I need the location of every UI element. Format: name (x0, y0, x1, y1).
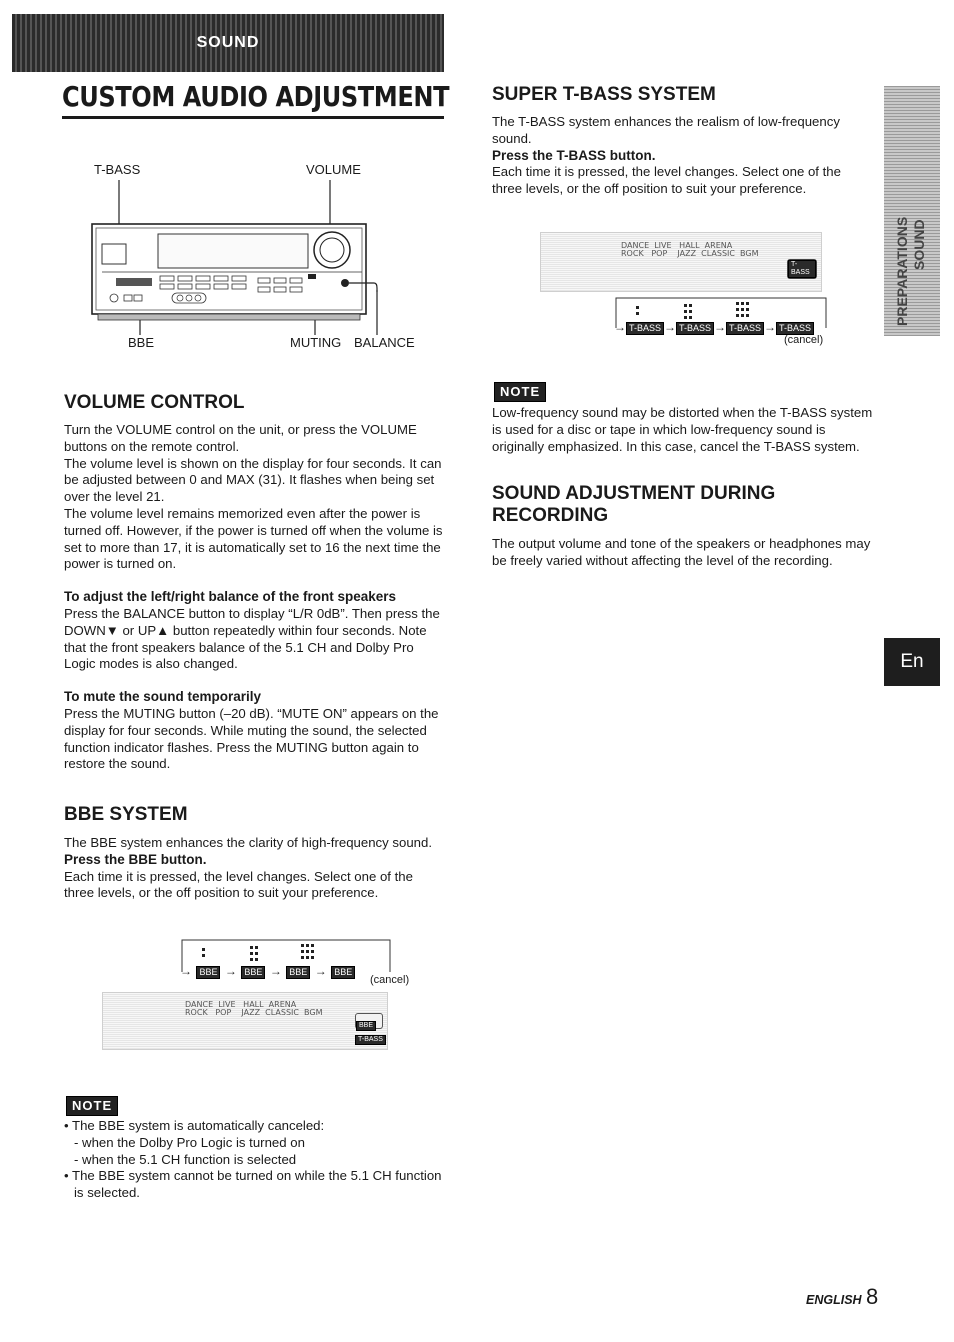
arrow-icon: → (269, 964, 282, 978)
page-footer (806, 1284, 878, 1310)
bbe-note-item-2: - when the Dolby Pro Logic is turned on (74, 1134, 305, 1150)
recording-heading (492, 483, 874, 527)
label-tbass: T-BASS (94, 162, 141, 177)
receiver-illustration (62, 150, 446, 360)
side-section-tab (884, 86, 940, 336)
bbe-note-item-1: • The BBE system is automatically canceled: (64, 1118, 325, 1133)
balance-text: Press the BALANCE button to display “L/R 0dB”. Then press the DOWN▼ or UP▲ button repeatedly within four seconds. Note that the front speakers balance of the 5.1 CH and Dolby Pro Logic modes is also changed. (64, 605, 440, 672)
tbass-note-badge: NOTE (494, 382, 546, 402)
bbe-note-item-3: - when the 5.1 CH function is selected (74, 1151, 297, 1167)
bbe-body (64, 835, 446, 902)
footer-language: ENGLISH (806, 1293, 862, 1307)
tbass-heading: SUPER T-BASS SYSTEM (492, 84, 716, 105)
volume-control-heading: VOLUME CONTROL (64, 392, 245, 413)
tbass-chip-row (614, 320, 814, 335)
lcd-tbass-box (787, 259, 817, 279)
bbe-text: Each time it is pressed, the level changes. Select one of the three levels, or the off position to suit your preference. (64, 868, 413, 901)
bbe-note-list (64, 1118, 448, 1202)
bbe-chip-row (180, 962, 355, 980)
tbass-note-badge-wrap (494, 382, 546, 402)
volume-control-body (64, 422, 446, 773)
bbe-lcd-display (102, 992, 388, 1050)
bbe-level-cycle (178, 938, 414, 998)
bbe-note-badge-wrap (66, 1096, 118, 1116)
volume-para-2: The volume level is shown on the display for four seconds. It can be adjusted between 0 and MAX (31). It flashes when being set over the level 21. (64, 455, 442, 505)
bbe-cancel-label: (cancel) (370, 974, 410, 986)
lcd-row-2: ROCK POP JAZZ CLASSIC BGM (621, 249, 759, 258)
section-band (12, 14, 444, 72)
volume-para-3: The volume level remains memorized even after the power is turned off. However, if the power is turned off when the volume is set to more than 17, it is automatically set to 16 the next time the power is turned on. (64, 505, 443, 572)
side-tab-line-2: SOUND (911, 219, 927, 270)
arrow-icon: → (714, 320, 727, 334)
tbass-body (492, 114, 874, 198)
tbass-chip-off: T-BASS (776, 322, 814, 335)
lcd-bbe-tag: BBE (356, 1021, 376, 1031)
lcd-row-1: DANCE LIVE HALL ARENA (185, 1000, 297, 1009)
bbe-heading: BBE SYSTEM (64, 804, 188, 825)
lcd-bbe-box (355, 1013, 383, 1029)
label-balance: BALANCE (354, 335, 415, 350)
page-number: 8 (866, 1284, 879, 1309)
bbe-chip-3: BBE (286, 966, 310, 979)
lcd-tbass-tag: T-BASS (355, 1035, 386, 1045)
lcd-row-1: DANCE LIVE HALL ARENA (621, 241, 733, 250)
arrow-icon: → (224, 964, 237, 978)
balance-subheading: To adjust the left/right balance of the front speakers (64, 589, 397, 605)
bbe-chip-off: BBE (331, 966, 355, 979)
tbass-note-text: Low-frequency sound may be distorted when the T-BASS system is used for a disc or tape in which low-frequency sound is originally emphasized. In this case, cancel the T-BASS system. (492, 405, 873, 454)
volume-para-1: Turn the VOLUME control on the unit, or press the VOLUME buttons on the remote control. (64, 422, 417, 454)
arrow-icon: → (614, 320, 626, 334)
side-tab-line-1: PREPARATIONS (894, 216, 910, 326)
bbe-note-badge: NOTE (66, 1096, 118, 1116)
arrow-icon: → (764, 320, 777, 334)
label-bbe: BBE (128, 335, 155, 350)
tbass-chip-1: T-BASS (626, 322, 664, 335)
label-muting: MUTING (290, 335, 342, 350)
side-tab-text (894, 217, 928, 326)
bbe-chip-1: BBE (196, 966, 220, 979)
bbe-note-item-4: • The BBE system cannot be turned on while the 5.1 CH function is selected. (64, 1168, 442, 1201)
tbass-chip-3: T-BASS (726, 322, 764, 335)
tbass-intro: The T-BASS system enhances the realism of low-frequency sound. (492, 114, 840, 146)
recording-heading-line-2: RECORDING (492, 505, 609, 526)
tbass-text: Each time it is pressed, the level changes. Select one of the three levels, or the off position to suit your preference. (492, 164, 841, 197)
arrow-icon: → (314, 964, 327, 978)
receiver-diagram (62, 150, 446, 360)
lcd-row-2: ROCK POP JAZZ CLASSIC BGM (185, 1008, 323, 1017)
tbass-cancel-label: (cancel) (784, 334, 824, 346)
mute-text: Press the MUTING button (–20 dB). “MUTE ON” appears on the display for four seconds. While muting the sound, the selected function indicator flashes. Press the MUTING button again to restore the sound. (64, 705, 439, 772)
title-rule (62, 116, 444, 119)
page-title: CUSTOM AUDIO ADJUSTMENT (62, 80, 450, 113)
tbass-lcd-display (540, 232, 822, 292)
section-label: SOUND (196, 34, 260, 51)
language-tab: En (884, 638, 940, 686)
label-volume: VOLUME (306, 162, 361, 177)
tbass-level-cycle (612, 296, 848, 352)
mute-subheading: To mute the sound temporarily (64, 689, 262, 705)
tbass-press: Press the T-BASS button. (492, 147, 656, 163)
arrow-icon: → (180, 964, 192, 978)
bbe-press: Press the BBE button. (64, 851, 207, 867)
tbass-chip-2: T-BASS (676, 322, 714, 335)
bbe-intro: The BBE system enhances the clarity of high-frequency sound. (64, 835, 432, 850)
recording-text: The output volume and tone of the speakers or headphones may be freely varied without affecting the level of the recording. (492, 536, 871, 568)
recording-heading-line-1: SOUND ADJUSTMENT DURING (492, 483, 776, 504)
bbe-chip-2: BBE (241, 966, 265, 979)
arrow-icon: → (664, 320, 677, 334)
lcd-tbass-tag: T-BASS (788, 260, 816, 278)
